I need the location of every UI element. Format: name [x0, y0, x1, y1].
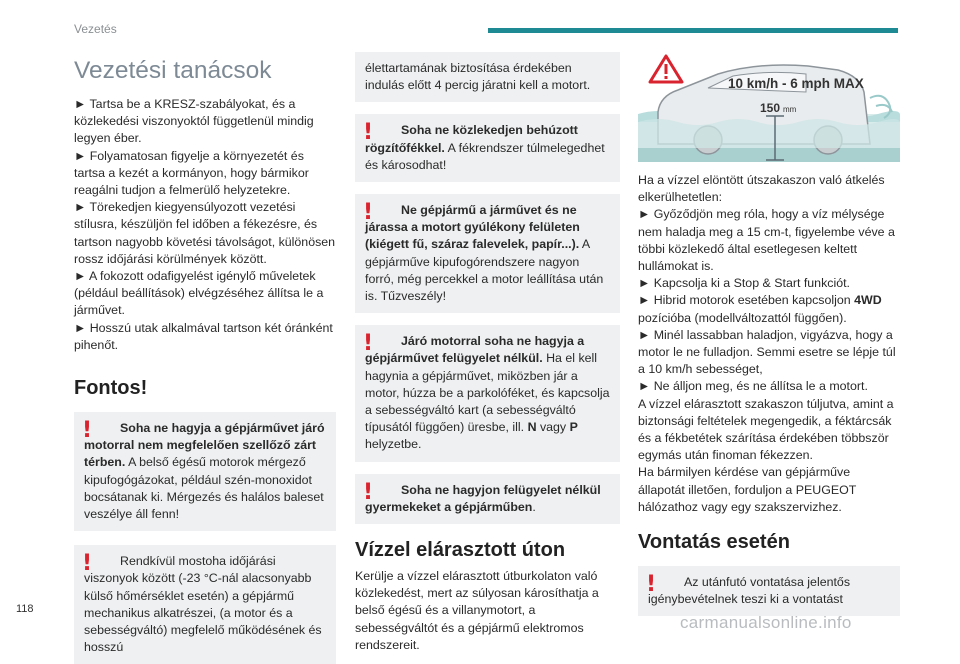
exclamation-icon: ! — [363, 479, 374, 505]
instruction-line: ► Kapcsolja ki a Stop & Start funkciót. — [638, 276, 850, 291]
page-number: 118 — [16, 603, 34, 615]
instruction-line: ► Minél lassabban haladjon, vigyázva, hogy a motor le ne fulladjon. Semmi esetre se lépje túl a 10 km/h sebességet, — [638, 327, 896, 377]
warning-text — [365, 122, 610, 174]
exclamation-icon: ! — [363, 331, 374, 357]
warning-box — [74, 412, 336, 531]
advice-item: ► Folyamatosan figyelje a környezetét és tartsa a kezét a kormányon, hogy bármikor reagálni tudjon a felmerülő helyzetekre. — [74, 148, 309, 198]
warning-bold: Soha ne közlekedjen behúzott rögzítőfékkel. — [365, 123, 578, 155]
exclamation-icon: ! — [82, 418, 93, 444]
instruction-line: Ha a vízzel elöntött útszakaszon való átkelés elkerülhetetlen: — [638, 173, 885, 205]
warning-body: vagy — [536, 420, 570, 435]
warning-body: Az utánfutó vontatása jelentős igénybevételnek teszi ki a vontatást — [648, 575, 851, 607]
warning-text — [365, 202, 610, 305]
instruction-text: ► Hibrid motorok esetében kapcsoljon — [638, 293, 855, 308]
flood-instructions — [638, 172, 900, 516]
warning-text — [365, 333, 610, 453]
warning-text — [84, 553, 326, 656]
instruction-line: Ha bármilyen kérdése van gépjárműve állapotát illetően, forduljon a PEUGEOT hálózathoz vagy egy szakszervizhez. — [638, 465, 857, 514]
warning-body: A gépjárműve kipufogórendszere nagyon forró, még percekkel a motor leállítása után is. Tűzveszély! — [365, 237, 604, 304]
advice-item: ► Tartsa be a KRESZ-szabályokat, és a közlekedési viszonyoktól függetlenül mindig legyen éber. — [74, 97, 314, 146]
column-2 — [355, 52, 620, 654]
exclamation-icon: ! — [363, 120, 374, 146]
gear-p: P — [569, 420, 578, 435]
warning-text — [648, 574, 890, 608]
advice-item: ► A fokozott odafigyelést igénylő műveletek (például beállítások) elvégzéséhez állítsa le a járművet. — [74, 269, 324, 318]
warning-box — [355, 114, 620, 182]
warning-box — [355, 325, 620, 461]
warning-bold: Soha ne hagyja a gépjárművet járó motorral nem megfelelően szellőző zárt térben. — [84, 421, 325, 470]
instruction-line: ► Ne álljon meg, és ne állítsa le a motort. — [638, 379, 868, 394]
warning-bold: Járó motorral soha ne hagyja a gépjárművet felügyelet nélkül. — [365, 334, 585, 366]
warning-text — [84, 420, 326, 523]
important-heading: Fontos! — [74, 377, 148, 400]
exclamation-icon: ! — [82, 551, 93, 577]
warning-body: A belső égésű motorok mérgező kipufogógázokat, például szén-monoxidot bocsátanak ki. Mérgezés és halálos baleset veszélye áll fenn! — [84, 455, 324, 522]
column-1 — [74, 52, 336, 664]
warning-body: . — [532, 499, 536, 514]
flood-text: Kerülje a vízzel elárasztott útburkolaton való közlekedést, mert az súlyosan károsíthatja a belső égésű és a villanymotort, a sebességváltót és a gépjármű elektromos rendszereit. — [355, 569, 599, 652]
running-header: Vezetés — [74, 22, 117, 36]
mode-4wd: 4WD — [854, 293, 882, 308]
flooded-road-figure — [638, 52, 900, 162]
warning-continued — [355, 52, 620, 102]
towing-heading: Vontatás esetén — [638, 531, 790, 554]
warning-body: élettartamának biztosítása érdekében indulás előtt 4 percig járatni kell a motort. — [365, 61, 591, 93]
warning-box — [74, 545, 336, 664]
depth-value: 150 — [760, 101, 781, 115]
exclamation-icon: ! — [646, 572, 657, 598]
warning-body: helyzetbe. — [365, 437, 422, 452]
section-title: Vezetési tanácsok — [74, 57, 272, 84]
instruction-text: pozícióba (modellváltozattól függően). — [638, 310, 847, 325]
depth-unit: mm — [783, 105, 797, 114]
advice-item: ► Hosszú utak alkalmával tartson két óránként pihenőt. — [74, 320, 333, 352]
exclamation-icon: ! — [363, 200, 374, 226]
gear-n: N — [527, 420, 537, 435]
warning-body: A fékrendszer túlmelegedhet és károsodhat! — [365, 140, 605, 172]
warning-box — [355, 474, 620, 524]
warning-box — [355, 194, 620, 313]
warning-text — [363, 479, 610, 516]
column-3 — [638, 52, 900, 616]
watermark: carmanualsonline.info — [680, 613, 852, 632]
instruction-line: ► Győződjön meg róla, hogy a víz mélysége nem haladja meg a 15 cm-t, figyelembe véve a többi közlekedő által esetlegesen keltett hullámokat is. — [638, 207, 895, 274]
flood-heading: Vízzel elárasztott úton — [355, 539, 566, 562]
warning-bold: Soha ne hagyjon felügyelet nélkül gyermekeket a gépjárműben — [365, 482, 601, 514]
advice-item: ► Törekedjen kiegyensúlyozott vezetési stílusra, készüljön fel időben a fékezésre, és tartson nagyobb követési távolságot, különösen rossz időjárási körülmények között. — [74, 200, 336, 266]
speed-label: 10 km/h - 6 mph MAX — [728, 76, 864, 91]
warning-body: Rendkívül mostoha időjárási viszonyok között (-23 °C-nál alacsonyabb külső hőmérséklet esetén) a gépjármű mechanikus alkatrészei, (a motor és a sebességváltó) megfelelő működésének és hosszú — [84, 554, 322, 655]
warning-box — [638, 566, 900, 616]
warning-bold: Ne gépjármű a járművet és ne járassa a motort gyúlékony felületen (kiégett fű, száraz falevelek, papír...). — [365, 203, 580, 252]
warning-body: Ha el kell hagynia a gépjárművet, miközben jár a motor, húzza be a parkolóféket, és kapcsolja a sebességváltó kart (a sebességváltó típusától függően) üresbe, ill. — [365, 351, 610, 435]
header-accent-bar — [488, 28, 898, 33]
instruction-line: A vízzel elárasztott szakaszon túljutva, amint a biztonsági feltételek megengedik, a féktárcsák és a fékbetétek szárítása érdekében többször egymás után finoman fékezzen. — [638, 396, 894, 463]
instruction-line — [638, 292, 900, 326]
